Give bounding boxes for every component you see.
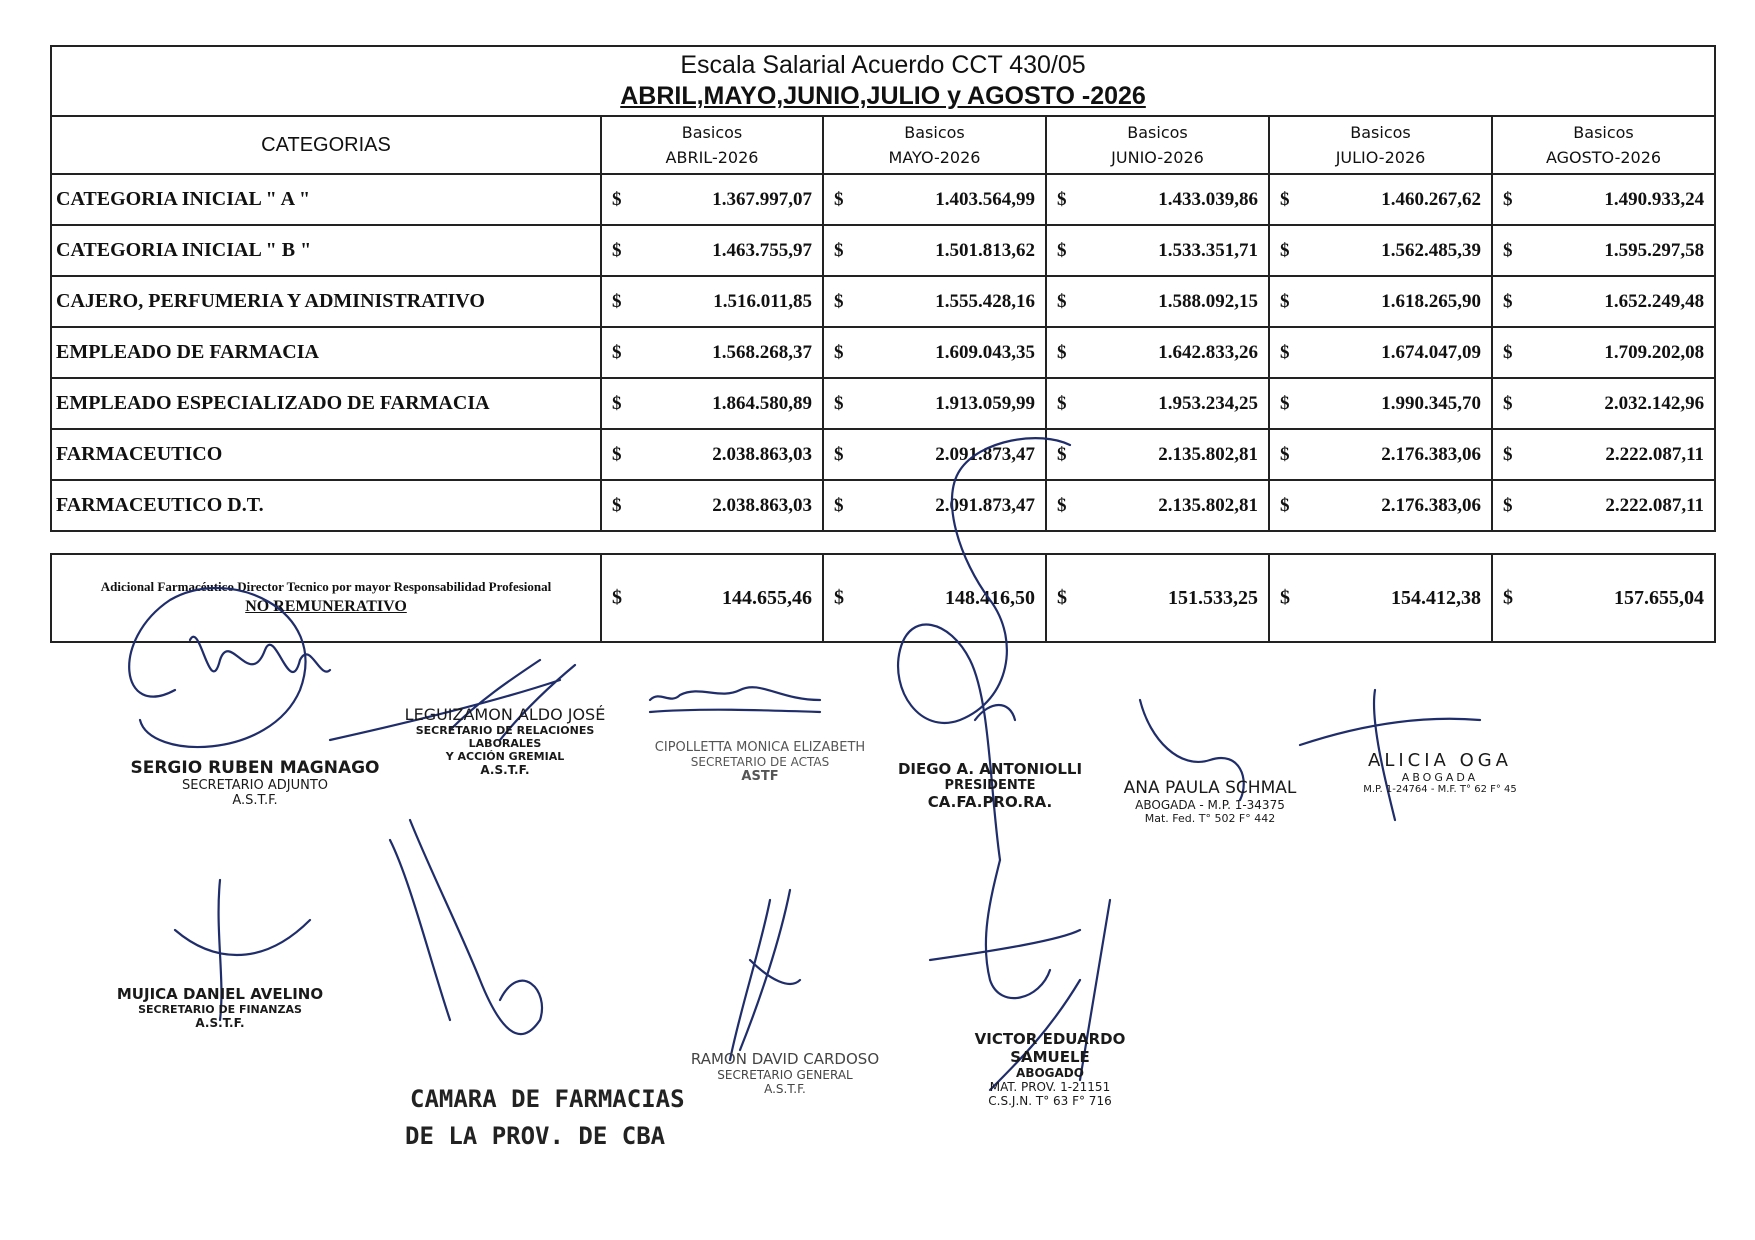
- salary-cell: $ 1.490.933,24: [1492, 174, 1715, 225]
- signer-antoniolli: DIEGO A. ANTONIOLLI PRESIDENTE CA.FA.PRO.RA.: [897, 760, 1083, 811]
- table-row: [51, 554, 1715, 642]
- salary-cell: $ 1.709.202,08: [1492, 327, 1715, 378]
- column-header-julio: Basicos JULIO-2026: [1269, 116, 1492, 174]
- table-row: [51, 276, 1715, 327]
- salary-cell: $ 1.568.268,37: [601, 327, 823, 378]
- additional-label: Adicional Farmacéutico Director Tecnico por mayor Responsabilidad Profesional: [100, 579, 552, 594]
- signature-cipolletta: [650, 687, 820, 712]
- document-title: Escala Salarial Acuerdo CCT 430/05: [680, 51, 1086, 79]
- table-row: [51, 174, 1715, 225]
- additional-cell: $ 144.655,46: [601, 554, 823, 642]
- salary-cell: $ 1.990.345,70: [1269, 378, 1492, 429]
- salary-cell: $ 1.516.011,85: [601, 276, 823, 327]
- salary-cell: $ 1.642.833,26: [1046, 327, 1269, 378]
- category-name: CATEGORIA INICIAL " A ": [51, 174, 601, 225]
- table-row: [51, 225, 1715, 276]
- table-row: [51, 327, 1715, 378]
- salary-cell: $ 1.562.485,39: [1269, 225, 1492, 276]
- signer-mujica: MUJICA DANIEL AVELINO SECRETARIO DE FINANZAS A.S.T.F.: [116, 985, 324, 1030]
- table-row: [51, 378, 1715, 429]
- signature-cardoso: [730, 890, 800, 1060]
- salary-cell: $ 2.135.802,81: [1046, 480, 1269, 531]
- salary-cell: $ 2.091.873,47: [823, 480, 1046, 531]
- column-header-junio: Basicos JUNIO-2026: [1046, 116, 1269, 174]
- signer-schmal: ANA PAULA SCHMAL ABOGADA - M.P. 1-34375 Mat. Fed. T° 502 F° 442: [1123, 778, 1297, 825]
- salary-cell: $ 1.652.249,48: [1492, 276, 1715, 327]
- signer-leguizamon: LEGUIZAMON ALDO JOSÉ SECRETARIO DE RELACIONES LABORALES Y ACCIÓN GREMIAL A.S.T.F.: [404, 705, 606, 777]
- salary-cell: $ 1.674.047,09: [1269, 327, 1492, 378]
- salary-cell: $ 2.222.087,11: [1492, 429, 1715, 480]
- salary-cell: $ 1.403.564,99: [823, 174, 1046, 225]
- handwritten-chamber-line-1: CAMARA DE FARMACIAS: [410, 1085, 685, 1113]
- category-name: CAJERO, PERFUMERIA Y ADMINISTRATIVO: [51, 276, 601, 327]
- salary-cell: $ 2.135.802,81: [1046, 429, 1269, 480]
- salary-cell: $ 1.913.059,99: [823, 378, 1046, 429]
- table-row: [51, 429, 1715, 480]
- additional-cell: $ 148.416,50: [823, 554, 1046, 642]
- signer-cardoso: RAMON DAVID CARDOSO SECRETARIO GENERAL A.S.T.F.: [690, 1050, 880, 1096]
- salary-cell: $ 1.618.265,90: [1269, 276, 1492, 327]
- salary-cell: $ 1.501.813,62: [823, 225, 1046, 276]
- column-header-mayo: Basicos MAYO-2026: [823, 116, 1046, 174]
- table-row: [51, 480, 1715, 531]
- salary-cell: $ 1.953.234,25: [1046, 378, 1269, 429]
- column-header-abril: Basicos ABRIL-2026: [601, 116, 823, 174]
- signer-magnago: SERGIO RUBEN MAGNAGO SECRETARIO ADJUNTO A.S.T.F.: [130, 758, 380, 808]
- additional-cell: $ 154.412,38: [1269, 554, 1492, 642]
- salary-cell: $ 1.463.755,97: [601, 225, 823, 276]
- non-remunerative-note: NO REMUNERATIVO: [245, 598, 407, 615]
- salary-cell: $ 2.222.087,11: [1492, 480, 1715, 531]
- signature-camara: [390, 820, 542, 1034]
- salary-cell: $ 2.038.863,03: [601, 429, 823, 480]
- additional-cell: $ 157.655,04: [1492, 554, 1715, 642]
- document-subtitle: ABRIL,MAYO,JUNIO,JULIO y AGOSTO -2026: [620, 82, 1146, 110]
- salary-cell: $ 1.367.997,07: [601, 174, 823, 225]
- signer-samuele: VICTOR EDUARDO SAMUELE ABOGADO MAT. PROV. 1-21151 C.S.J.N. T° 63 F° 716: [974, 1030, 1126, 1108]
- salary-cell: $ 2.176.383,06: [1269, 429, 1492, 480]
- salary-cell: $ 2.038.863,03: [601, 480, 823, 531]
- salary-cell: $ 1.609.043,35: [823, 327, 1046, 378]
- salary-cell: $ 2.176.383,06: [1269, 480, 1492, 531]
- salary-cell: $ 1.460.267,62: [1269, 174, 1492, 225]
- salary-cell: $ 1.864.580,89: [601, 378, 823, 429]
- additional-allowance-table: [50, 553, 1716, 643]
- additional-cell: $ 151.533,25: [1046, 554, 1269, 642]
- column-header-agosto: Basicos AGOSTO-2026: [1492, 116, 1715, 174]
- signature-samuele: [930, 860, 1080, 998]
- category-name: CATEGORIA INICIAL " B ": [51, 225, 601, 276]
- handwritten-chamber-line-2: DE LA PROV. DE CBA: [405, 1122, 666, 1150]
- salary-cell: $ 1.595.297,58: [1492, 225, 1715, 276]
- salary-cell: $ 1.533.351,71: [1046, 225, 1269, 276]
- salary-cell: $ 1.433.039,86: [1046, 174, 1269, 225]
- category-name: FARMACEUTICO D.T.: [51, 480, 601, 531]
- title-cell: [51, 46, 1715, 116]
- table-header-row: [51, 116, 1715, 174]
- salary-cell: $ 2.032.142,96: [1492, 378, 1715, 429]
- category-name: EMPLEADO ESPECIALIZADO DE FARMACIA: [51, 378, 601, 429]
- category-name: EMPLEADO DE FARMACIA: [51, 327, 601, 378]
- salary-scale-table: [50, 45, 1716, 532]
- salary-cell: $ 2.091.873,47: [823, 429, 1046, 480]
- categories-header: CATEGORIAS: [51, 116, 601, 174]
- category-name: FARMACEUTICO: [51, 429, 601, 480]
- signer-oga: ALICIA OGA ABOGADA M.P. 1-24764 - M.F. T° 62 F° 45: [1363, 750, 1517, 795]
- salary-cell: $ 1.555.428,16: [823, 276, 1046, 327]
- additional-label-cell: [51, 554, 601, 642]
- signer-cipolletta: CIPOLLETTA MONICA ELIZABETH SECRETARIO DE ACTAS ASTF: [654, 740, 866, 784]
- salary-cell: $ 1.588.092,15: [1046, 276, 1269, 327]
